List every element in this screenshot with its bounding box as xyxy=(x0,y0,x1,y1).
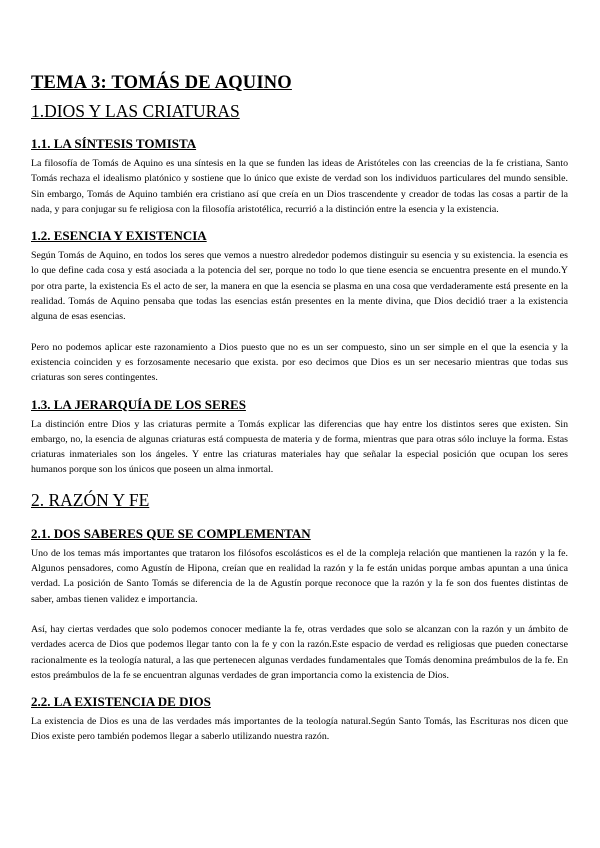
subsection-heading: 1.3. LA JERARQUÍA DE LOS SERES xyxy=(31,396,246,412)
section-heading-razon-fe: 2. RAZÓN Y FE xyxy=(31,489,150,510)
document-title: TEMA 3: TOMÁS DE AQUINO xyxy=(31,73,292,93)
paragraph: Pero no podemos aplicar este razonamiento a Dios puesto que no es un ser compuesto, sino un ser simple en el que la esencia y la existencia coinciden y es forzosamente necesario que exista. por eso decimos que Dios es un ser necesario mientras que todas sus criaturas son seres contingentes. xyxy=(31,341,568,384)
subsection-heading: 1.1. LA SÍNTESIS TOMISTA xyxy=(31,136,197,151)
subsection-dos-saberes xyxy=(31,526,568,683)
paragraph: Uno de los temas más importantes que trataron los filósofos escolásticos es el de la compleja relación que mantienen la razón y la fe. Algunos pensadores, como Agustín de Hipona, creían que en realidad la razón y la fe están unidas porque ambas apuntan a una única verdad. La posición de Santo Tomás se diferencia de la de Agustín porque reconoce que la razón y la fe son dos fuentes distintas de saber, ambas tienen validez e importancia. xyxy=(31,547,568,605)
paragraph: Según Tomás de Aquino, en todos los seres que vemos a nuestro alrededor podemos distinguir su esencia y su existencia. la esencia es lo que define cada cosa y está asociada a la potencia del ser, porque no todo lo que tiene esencia se encuentra presente en el mundo.Y por otra parte, la existencia Es el acto de ser, la manera en que la esencia se plasma en una cosa que verdaderamente está presente en la realidad. Tomás de Aquino pensaba que todas las esencias están presentes en la mente divina, que Dios decidió traer a la existencia alguna de esas esencias. xyxy=(31,250,568,323)
paragraph: La distinción entre Dios y las criaturas permite a Tomás explicar las diferencias que hay entre los distintos seres que existen. Sin embargo, no, la esencia de algunas criaturas está compuesta de materia y de forma, mientras que para otras sólo incluye la forma. Estas criaturas inmateriales son los ángeles. Y entre las criaturas materiales hay que señalar la especial posición que ocupan los seres humanos porque son los únicos que poseen un alma inmortal. xyxy=(31,418,568,476)
subsection-esencia-existencia xyxy=(31,228,568,385)
paragraph: Así, hay ciertas verdades que solo podemos conocer mediante la fe, otras verdades que solo se alcanzan con la razón y un ámbito de verdades acerca de Dios que podemos llegar tanto con la fe y con la razón.Este espacio de verdad es religiosas que pueden conectarse racionalmente es la teología natural, a las que pertenecen algunas verdades fundamentales que Tomás denomina preámbulos de la fe. En estos preámbulos de la fe se encuentran algunas verdades de gran importancia como la existencia de Dios. xyxy=(31,623,568,681)
subsection-heading: 1.2. ESENCIA Y EXISTENCIA xyxy=(31,228,207,244)
subsection-heading: 2.2. LA EXISTENCIA DE DIOS xyxy=(31,694,211,710)
subsection-sintesis-tomista xyxy=(31,136,568,217)
subsection-existencia-dios xyxy=(31,694,568,745)
subsection-jerarquia-seres xyxy=(31,397,568,478)
paragraph: La existencia de Dios es una de las verdades más importantes de la teología natural.Según Santo Tomás, las Escrituras nos dicen que Dios existe pero también podemos llegar a saberlo utilizando nuestra razón. xyxy=(31,716,568,743)
subsection-heading: 2.1. DOS SABERES QUE SE COMPLEMENTAN xyxy=(31,525,311,541)
section-heading-dios-criaturas: 1.DIOS Y LAS CRIATURAS xyxy=(31,101,240,121)
paragraph: La filosofía de Tomás de Aquino es una síntesis en la que se funden las ideas de Aristóteles con las creencias de la fe cristiana, Santo Tomás rechaza el idealismo platónico y sostiene que lo único que existe de verdad son los individuos particulares del mundo sensible. Sin embargo, Tomás de Aquino también era cristiano así que creía en un Dios trascendente y creador de todas las cosas a partir de la nada, y para conjugar su fe religiosa con la filosofía aristotélica, recurrió a la distinción entre la esencia y la existencia. xyxy=(31,158,568,215)
